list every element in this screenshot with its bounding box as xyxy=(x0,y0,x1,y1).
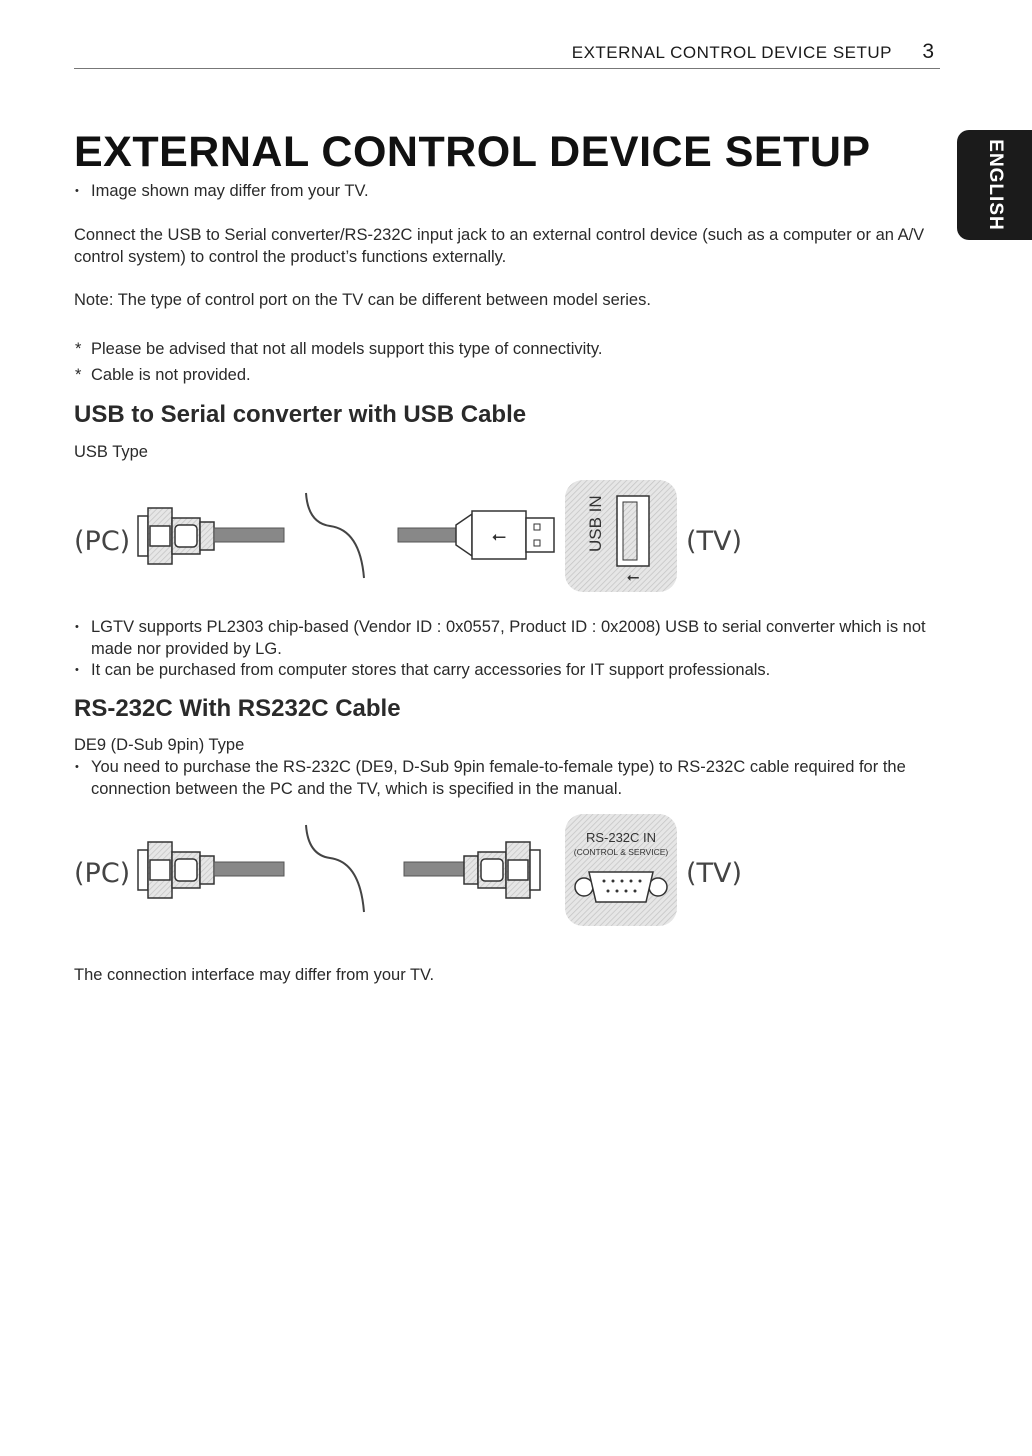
usb-pc-label: (PC) xyxy=(74,526,131,557)
footer-note: The connection interface may differ from your TV. xyxy=(74,966,435,984)
rs232-diagram-graphic xyxy=(74,812,774,932)
usb-connection-diagram xyxy=(74,478,774,598)
rs232-pc-label: (PC) xyxy=(74,858,131,889)
svg-text:⭠: ⭠ xyxy=(626,567,640,586)
rs232-section-heading: RS-232C With RS232C Cable xyxy=(74,695,401,722)
usb-tv-label: (TV) xyxy=(686,526,743,557)
usb-diagram-graphic xyxy=(74,478,774,598)
running-header xyxy=(74,38,940,69)
intro-note: Note: The type of control port on the TV can be different between model series. xyxy=(74,291,651,309)
intro-bullet: • Image shown may differ from your TV. xyxy=(74,180,369,202)
rs232-in-port-icon xyxy=(565,814,677,926)
rs232-connection-diagram xyxy=(74,812,774,932)
rs232-in-port-sublabel: (CONTROL & SERVICE) xyxy=(573,847,669,857)
rs232-cable-break-icon xyxy=(306,825,364,912)
cable-break-icon xyxy=(306,493,364,578)
star-note-1: * Please be advised that not all models support this type of connectivity. xyxy=(74,338,602,360)
usb-section-heading: USB to Serial converter with USB Cable xyxy=(74,401,527,428)
language-tab xyxy=(957,130,1032,240)
db9-connector-pc-icon xyxy=(138,842,284,898)
usb-bullet-1: • LGTV supports PL2303 chip-based (Vendor ID : 0x0557, Product ID : 0x2008) USB to serial converter which is not made nor provided by LG. xyxy=(74,616,931,660)
rs232-in-port-label: RS-232C IN xyxy=(585,830,657,845)
running-header-title: EXTERNAL CONTROL DEVICE SETUP xyxy=(571,43,892,62)
svg-text:⭠: ⭠ xyxy=(491,526,507,547)
rs232-tv-label: (TV) xyxy=(686,858,743,889)
rs232-bullet-1: • You need to purchase the RS-232C (DE9, D-Sub 9pin female-to-female type) to RS-232C cable required for the connection between the PC and the TV, which is specified in the manual. xyxy=(74,756,951,800)
usb-in-port-label: USB IN xyxy=(586,495,605,552)
usb-in-port-icon xyxy=(565,480,677,592)
usb-section-subtype: USB Type xyxy=(74,443,148,461)
rs232-section-subtype: DE9 (D-Sub 9pin) Type xyxy=(74,736,245,754)
star-note-2: * Cable is not provided. xyxy=(74,364,251,386)
db9-connector-tv-side-icon xyxy=(404,842,540,898)
page-title: EXTERNAL CONTROL DEVICE SETUP xyxy=(74,128,871,176)
language-tab-label: ENGLISH xyxy=(984,139,1006,231)
db9-connector-icon xyxy=(138,508,284,564)
page-number: 3 xyxy=(922,40,934,63)
usb-plug-icon xyxy=(398,511,554,559)
intro-paragraph: Connect the USB to Serial converter/RS-232C input jack to an external control device (such as a computer or an A/V control system) to control the product’s functions externally. xyxy=(74,226,925,266)
usb-bullet-2: • It can be purchased from computer stores that carry accessories for IT support professionals. xyxy=(74,659,931,681)
